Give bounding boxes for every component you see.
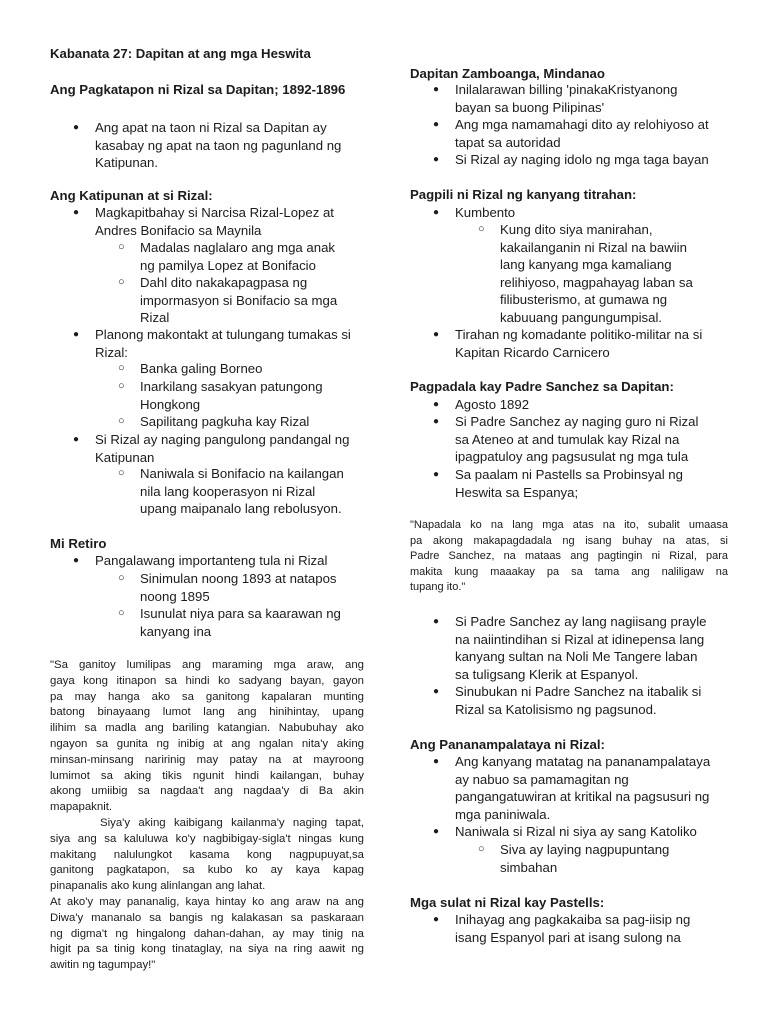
- bullet-circle-icon: ○: [118, 467, 125, 479]
- bullet-text-line: Ang kanyang matatag na pananampalataya: [455, 754, 711, 769]
- section-heading: Ang Pagkatapon ni Rizal sa Dapitan; 1892-1896: [50, 82, 346, 97]
- quote-line: mapapaknit.: [50, 801, 113, 814]
- section-heading: Mga sulat ni Rizal kay Pastells:: [410, 895, 605, 910]
- quote-line: ganitong pagkatapon, sa kubo ko ay kaya kapag: [50, 864, 364, 877]
- bullet-text-line: kakailanganin ni Rizal na bawiin: [500, 239, 687, 255]
- bullet-text-line: isang Espanyol pari at isang sulong na: [455, 929, 681, 945]
- bullet-dot-icon: ●: [433, 914, 440, 925]
- bullet-text-line: impormasyon si Bonifacio sa mga: [140, 292, 338, 308]
- bullet-text-line: Rizal: [140, 310, 170, 325]
- section-heading: Pagpadala kay Padre Sanchez sa Dapitan:: [410, 379, 674, 394]
- quote-line: tupang ito.": [410, 581, 466, 594]
- bullet-text-line: Andres Bonifacio sa Maynila: [95, 222, 262, 238]
- bullet-text-line: simbahan: [500, 859, 558, 875]
- section-heading: Mi Retiro: [50, 536, 107, 551]
- bullet-dot-icon: ●: [433, 329, 440, 340]
- quote-line: At ako'y may pananalig, kaya hintay ko ang araw na ang: [50, 895, 364, 908]
- bullet-text-line: Heswita sa Espanya;: [455, 484, 579, 500]
- quote-line: Siya'y aking kaibigang kailanma'y naging tapat,: [100, 816, 364, 829]
- section-heading: Dapitan Zamboanga, Mindanao: [410, 66, 605, 81]
- bullet-circle-icon: ○: [118, 415, 125, 427]
- bullet-text-line: Rizal:: [95, 344, 128, 360]
- bullet-text-line: Inilalarawan billing 'pinakaKristyanong: [455, 82, 678, 97]
- bullet-text-line: Tirahan ng komadante politiko-militar na si: [455, 327, 703, 342]
- bullet-dot-icon: ●: [433, 399, 440, 410]
- quote-line: pinapanalis ako kung alinlangan ang lahat.: [50, 880, 266, 893]
- bullet-text-line: Sapilitang pagkuha kay Rizal: [140, 414, 310, 429]
- bullet-dot-icon: ●: [433, 686, 440, 697]
- bullet-text-line: Planong makontakt at tulungang tumakas si: [95, 327, 351, 342]
- bullet-text-line: Sinimulan noong 1893 at natapos: [140, 571, 337, 586]
- bullet-text-line: kasabay ng apat na taon ng pagunland ng: [95, 137, 342, 153]
- bullet-text-line: upang maipanalo lang rebolusyon.: [140, 501, 342, 516]
- bullet-dot-icon: ●: [433, 416, 440, 427]
- bullet-text-line: noong 1895: [140, 588, 210, 604]
- bullet-circle-icon: ○: [118, 362, 125, 374]
- bullet-text-line: Ang apat na taon ni Rizal sa Dapitan ay: [95, 120, 327, 135]
- bullet-text-line: Naniwala si Bonifacio na kailangan: [140, 466, 344, 481]
- quote-line: ilihim sa madla ang bariling katangian. Nabubuhay ako: [50, 722, 364, 735]
- bullet-circle-icon: ○: [118, 241, 125, 253]
- bullet-text-line: Katipunan: [95, 449, 155, 465]
- bullet-dot-icon: ●: [433, 826, 440, 837]
- bullet-dot-icon: ●: [73, 434, 80, 445]
- bullet-circle-icon: ○: [118, 572, 125, 584]
- block-quote: [410, 518, 728, 596]
- quote-line: lumimot sa aking tikis ngunit hindi kailangan, buhay: [50, 769, 364, 782]
- bullet-circle-icon: ○: [118, 276, 125, 288]
- chapter-title: Kabanata 27: Dapitan at ang mga Heswita: [50, 46, 311, 61]
- bullet-text-line: Agosto 1892: [455, 397, 530, 412]
- quote-line: Padre Sanchez, na mataas ang pagtingin ni Rizal, para: [410, 550, 728, 563]
- quote-line: Diwa'y mananalo sa bangis ng kalakasan sa paskaraan: [50, 911, 364, 924]
- poem-quote: [50, 658, 364, 974]
- bullet-dot-icon: ●: [73, 122, 80, 133]
- bullet-text-line: Inihayag ang pagkakaiba sa pag-iisip ng: [455, 912, 691, 927]
- bullet-text-line: Naniwala si Rizal ni siya ay sang Katoliko: [455, 824, 697, 839]
- quote-line: makitang nalulungkot kasama kong nagpupuyat,sa: [50, 848, 364, 861]
- bullet-text-line: sa tuligsang Klerik at Espanyol.: [455, 666, 639, 682]
- bullet-text-line: bayan sa buong Pilipinas': [455, 99, 605, 115]
- bullet-text-line: Isunulat niya para sa kaarawan ng: [140, 606, 341, 621]
- quote-line: pa akong makapagdadala ng isang buhay na atas, si: [410, 534, 728, 547]
- bullet-text-line: Kapitan Ricardo Carnicero: [455, 344, 610, 360]
- quote-line: akong umiibig sa nagdaa't ang nagdaa'y di Ba akin: [50, 785, 364, 798]
- bullet-circle-icon: ○: [118, 380, 125, 392]
- bullet-text-line: Magkapitbahay si Narcisa Rizal-Lopez at: [95, 205, 334, 220]
- bullet-dot-icon: ●: [433, 756, 440, 767]
- bullet-text-line: Inarkilang sasakyan patungong: [140, 379, 323, 394]
- bullet-text-line: Hongkong: [140, 396, 201, 412]
- bullet-text-line: nila lang kooperasyon ni Rizal: [140, 483, 316, 499]
- bullet-circle-icon: ○: [478, 843, 485, 855]
- quote-line: ng digma't ng hingalong dahan-dahan, ay may tinig na: [50, 927, 364, 940]
- section-heading: Ang Katipunan at si Rizal:: [50, 188, 213, 203]
- bullet-text-line: Katipunan.: [95, 155, 159, 170]
- bullet-dot-icon: ●: [73, 329, 80, 340]
- quote-line: makita kung maaakay pa sa tama ang naliligaw na: [410, 565, 728, 578]
- bullet-text-line: kanyang ina: [140, 623, 212, 639]
- bullet-text-line: lang kanyang mga kamaliang: [500, 257, 672, 272]
- bullet-text-line: sa Ateneo at and tumulak kay Rizal na: [455, 431, 680, 447]
- bullet-dot-icon: ●: [433, 154, 440, 165]
- quote-line: higit pa sa tinig kong tinataglay, na siya na ring aawit ng: [50, 943, 364, 956]
- quote-line: ngayon sa gunita ng inibig at ang ngalan nita'y aking: [50, 737, 364, 750]
- bullet-text-line: ipagpatuloy ang pagsusulat ng mga tula: [455, 449, 689, 464]
- bullet-text-line: Si Rizal ay naging idolo ng mga taga bayan: [455, 152, 709, 167]
- bullet-dot-icon: ●: [433, 119, 440, 130]
- bullet-text-line: Si Padre Sanchez ay naging guro ni Rizal: [455, 414, 699, 429]
- bullet-text-line: ng pamilya Lopez at Bonifacio: [140, 257, 316, 273]
- bullet-text-line: tapat sa autoridad: [455, 134, 561, 150]
- quote-line: "Sa ganitoy lumilipas ang maraming mga araw, ang: [50, 659, 364, 671]
- bullet-text-line: Banka galing Borneo: [140, 361, 263, 376]
- quote-line: batong binayaang lumot lang ang hinihintay, upang: [50, 706, 364, 719]
- bullet-text-line: Sa paalam ni Pastells sa Probinsyal ng: [455, 467, 683, 482]
- bullet-text-line: filibusterismo, at gumawa ng: [500, 292, 668, 307]
- bullet-text-line: Si Rizal ay naging pangulong pandangal ng: [95, 432, 350, 447]
- bullet-text-line: Kung dito siya manirahan,: [500, 222, 653, 237]
- bullet-text-line: Kumbento: [455, 205, 516, 220]
- bullet-text-line: relihiyoso, magpahayag laban sa: [500, 274, 693, 290]
- bullet-text-line: na naiintindihan si Rizal at idinepensa lang: [455, 631, 705, 647]
- bullet-dot-icon: ●: [433, 616, 440, 627]
- bullet-text-line: kabuuang pangungumpisal.: [500, 309, 663, 325]
- bullet-text-line: Si Padre Sanchez ay lang nagiisang prayle: [455, 614, 707, 629]
- quote-line: minsan-minsang naririnig may patay na at mayroong: [50, 753, 364, 766]
- bullet-circle-icon: ○: [118, 607, 125, 619]
- bullet-text-line: Pangalawang importanteng tula ni Rizal: [95, 553, 328, 568]
- quote-line: awitin ng tagumpay!": [50, 959, 156, 972]
- bullet-circle-icon: ○: [478, 223, 485, 235]
- bullet-text-line: kanyang sultan na Noli Me Tangere laban: [455, 649, 698, 664]
- bullet-text-line: Siva ay laying nagpupuntang: [500, 842, 670, 857]
- bullet-text-line: pangangatuwiran at kritikal na pagsusuri ng: [455, 789, 710, 804]
- bullet-text-line: ay nabuo sa pamamagitan ng: [455, 771, 629, 787]
- bullet-text-line: Dahl dito nakakapagpasa ng: [140, 275, 308, 290]
- quote-line: pa may hanga ako sa ganitong kapalaran munting: [50, 690, 364, 703]
- bullet-text-line: Madalas naglalaro ang mga anak: [140, 240, 336, 255]
- bullet-text-line: mga paniniwala.: [455, 806, 551, 822]
- section-heading: Pagpili ni Rizal ng kanyang titrahan:: [410, 187, 637, 202]
- bullet-text-line: Sinubukan ni Padre Sanchez na itabalik si: [455, 684, 702, 699]
- bullet-text-line: Rizal sa Katolisismo ng pagsunod.: [455, 701, 657, 717]
- bullet-dot-icon: ●: [73, 207, 80, 218]
- bullet-dot-icon: ●: [433, 207, 440, 218]
- section-heading: Ang Pananampalataya ni Rizal:: [410, 737, 605, 752]
- bullet-dot-icon: ●: [433, 469, 440, 480]
- bullet-dot-icon: ●: [433, 84, 440, 95]
- bullet-dot-icon: ●: [73, 555, 80, 566]
- quote-line: "Napadala ko na lang mga atas na ito, subalit umaasa: [410, 519, 728, 531]
- quote-line: siya ang sa kaluluwa ko'y nagbibigay-sigla't ningas kung: [50, 832, 364, 845]
- bullet-text-line: Ang mga namamahagi dito ay relohiyoso at: [455, 117, 709, 132]
- quote-line: gaya kong itinapon sa hindi ko sadyang bayan, gayon: [50, 674, 364, 687]
